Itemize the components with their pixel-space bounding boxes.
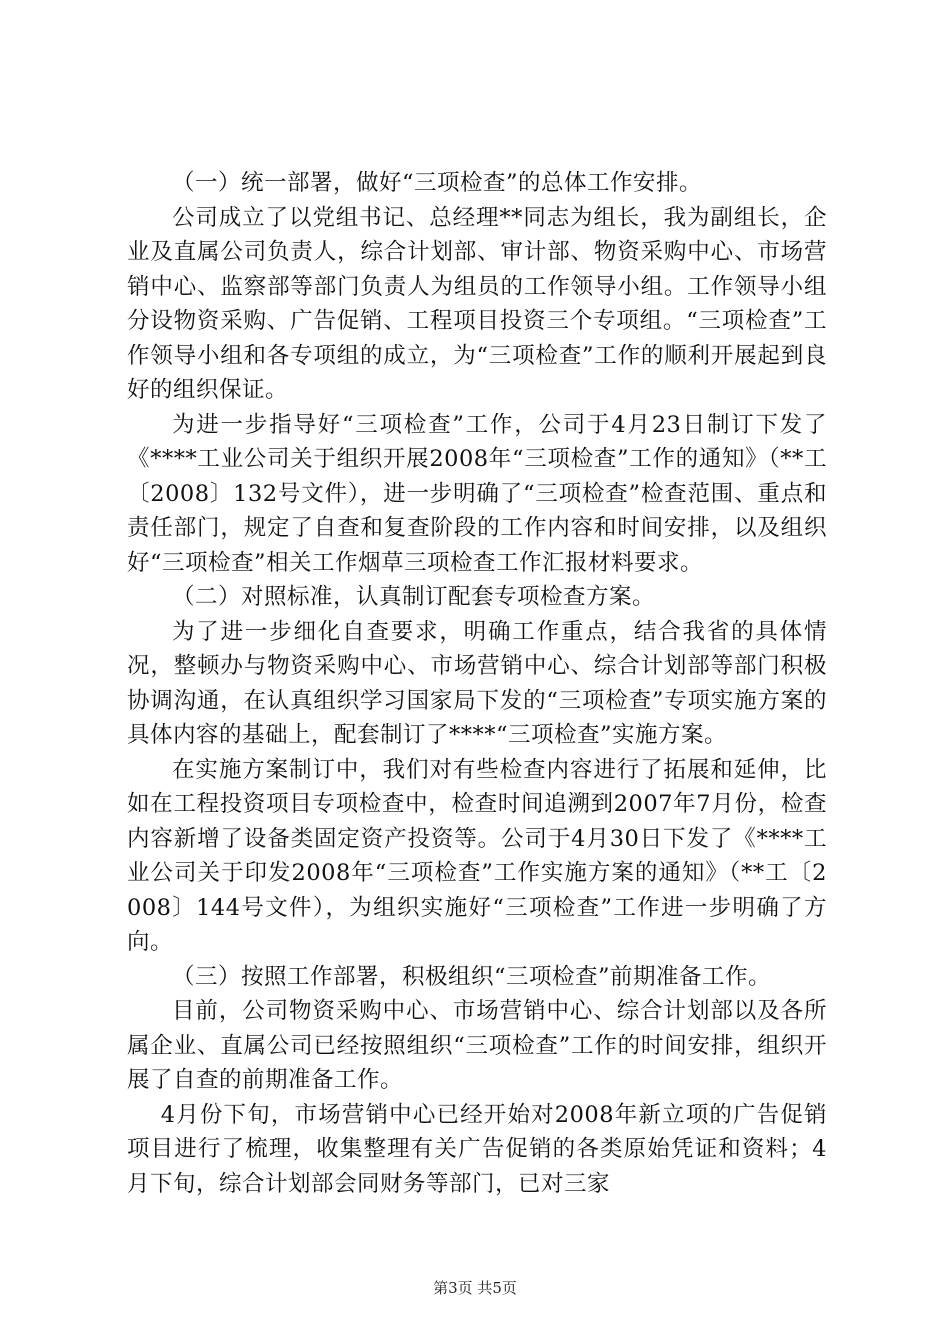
section-heading-2: （二）对照标准，认真制订配套专项检查方案。 (172, 584, 656, 610)
paragraph: 为了进一步细化自查要求，明确工作重点，结合我省的具体情况，整顿办与物资采购中心、市场营销中心、综合计划部等部门积极协调沟通，在认真组织学习国家局下发的“三项检查”专项实施方案的具体内容的基础上，配套制订了****“三项检查”实施方案。 (127, 618, 827, 748)
paragraph: 4月份下旬，市场营销中心已经开始对2008年新立项的广告促销项目进行了梳理，收集整理有关广告促销的各类原始凭证和资料；4月下旬，综合计划部会同财务等部门，已对三家 (127, 1101, 827, 1197)
section-heading-3: （三）按照工作部署，积极组织“三项检查”前期准备工作。 (172, 963, 772, 990)
section-heading-1: （一）统一部署，做好“三项检查”的总体工作安排。 (172, 170, 703, 196)
paragraph: 公司成立了以党组书记、总经理**同志为组长，我为副组长，企业及直属公司负责人，综合计划部、审计部、物资采购中心、市场营销中心、监察部等部门负责人为组员的工作领导小组。工作领导小组分设物资采购、广告促销、工程项目投资三个专项组。“三项检查”工作领导小组和各专项组的成立，为“三项检查”工作的顺利开展起到良好的组织保证。 (127, 204, 827, 403)
paragraph: 目前，公司物资采购中心、市场营销中心、综合计划部以及各所属企业、直属公司已经按照组织“三项检查”工作的时间安排，组织开展了自查的前期准备工作。 (127, 998, 827, 1093)
paragraph: 为进一步指导好“三项检查”工作，公司于4月23日制订下发了《****工业公司关于组织开展2008年“三项检查”工作的通知》（**工〔2008〕132号文件），进一步明确了“三项检查”检查范围、重点和责任部门，规定了自查和复查阶段的工作内容和时间安排，以及组织好“三项检查”相关工作烟草三项检查工作汇报材料要求。 (127, 411, 827, 576)
page-footer: 第3页 共5页 (433, 1279, 517, 1297)
paragraph: 在实施方案制订中，我们对有些检查内容进行了拓展和延伸，比如在工程投资项目专项检查中，检查时间追溯到2007年7月份，检查内容新增了设备类固定资产投资等。公司于4月30日下发了《****工业公司关于印发2008年“三项检查”工作实施方案的通知》（**工〔2008〕144号文件），为组织实施好“三项检查”工作进一步明确了方向。 (127, 756, 827, 955)
document-body (127, 166, 827, 1201)
